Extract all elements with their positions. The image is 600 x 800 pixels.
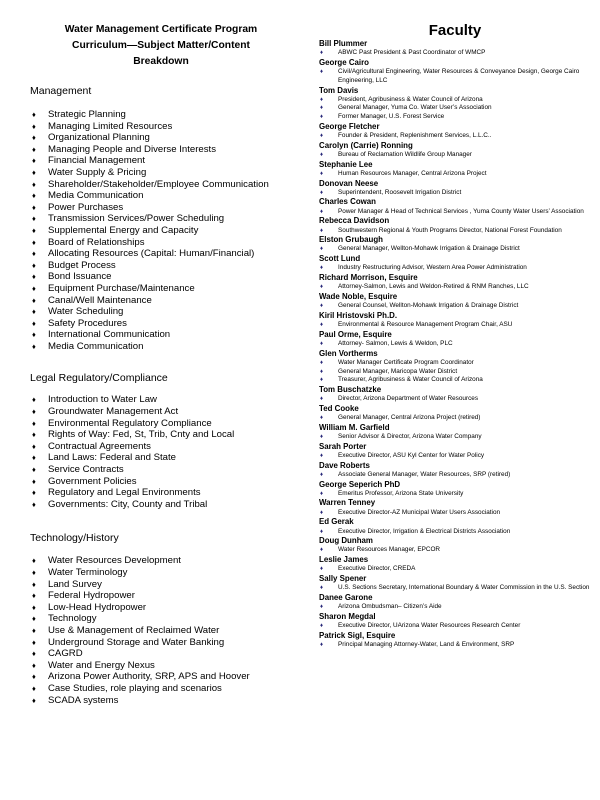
faculty-member bbox=[319, 349, 591, 385]
faculty-role: ♦ Executive Director-AZ Municipal Water Users Association bbox=[319, 509, 591, 518]
faculty-role: ♦ Power Manager & Head of Technical Services , Yuma County Water Users’ Association bbox=[319, 208, 591, 217]
topic-item: ♦ Transmission Services/Power Scheduling bbox=[30, 213, 292, 225]
faculty-role: ♦ Attorney-Salmon, Lewis and Weldon-Retired & RNM Ranches, LLC bbox=[319, 283, 591, 292]
faculty-roles bbox=[319, 414, 591, 423]
faculty-role: ♦ General Counsel, Wellton-Mohawk Irrigation & Drainage District bbox=[319, 302, 591, 311]
topic-item: ♦ Safety Procedures bbox=[30, 318, 292, 330]
faculty-role: ♦ Executive Director, ASU Kyl Center for Water Policy bbox=[319, 452, 591, 461]
faculty-roles bbox=[319, 340, 591, 349]
topic-item: ♦ Case Studies, role playing and scenarios bbox=[30, 683, 292, 695]
faculty-name: Leslie James bbox=[319, 555, 369, 565]
topic-item: ♦ Equipment Purchase/Maintenance bbox=[30, 283, 292, 295]
faculty-role: ♦ General Manager, Yuma Co. Water User’s Association bbox=[319, 104, 591, 113]
faculty-name: Rebecca Davidson bbox=[319, 216, 390, 226]
faculty-name: George Cairo bbox=[319, 57, 369, 67]
faculty-member bbox=[319, 498, 591, 517]
faculty-member bbox=[319, 631, 591, 650]
faculty-role: ♦ Southwestern Regional & Youth Programs Director, National Forest Foundation bbox=[319, 227, 591, 236]
faculty-roles bbox=[319, 584, 591, 593]
faculty-name: Wade Noble, Esquire bbox=[319, 291, 398, 301]
document-title bbox=[30, 22, 292, 70]
faculty-roles bbox=[319, 170, 591, 179]
faculty-roles bbox=[319, 321, 591, 330]
curriculum-sections bbox=[30, 85, 292, 706]
faculty-name: Donovan Neese bbox=[319, 178, 379, 188]
faculty-role: ♦ Arizona Ombudsman– Citizen’s Aide bbox=[319, 603, 591, 612]
topic-item: ♦ Budget Process bbox=[30, 260, 292, 272]
faculty-roles bbox=[319, 151, 591, 160]
faculty-role: ♦ Attorney- Salmon, Lewis & Weldon, PLC bbox=[319, 340, 591, 349]
topic-item: ♦ Water Terminology bbox=[30, 567, 292, 579]
faculty-role: ♦ General Manager, Wellton-Mohawk Irrigation & Drainage District bbox=[319, 245, 591, 254]
faculty-name: Tom Buschatzke bbox=[319, 385, 382, 395]
faculty-roles bbox=[319, 433, 591, 442]
faculty-roles bbox=[319, 603, 591, 612]
faculty-roles bbox=[319, 264, 591, 273]
topic-list bbox=[30, 555, 292, 706]
faculty-role: ♦ Principal Managing Attorney-Water, Land & Environment, SRP bbox=[319, 641, 591, 650]
faculty-roles bbox=[319, 132, 591, 141]
topic-item: ♦ Managing People and Diverse Interests bbox=[30, 144, 292, 156]
faculty-member bbox=[319, 292, 591, 311]
faculty-roles bbox=[319, 509, 591, 518]
faculty-column bbox=[319, 22, 591, 650]
topic-item: ♦ Managing Limited Resources bbox=[30, 121, 292, 133]
faculty-role: ♦ Water Manager Certificate Program Coordinator bbox=[319, 359, 591, 368]
topic-item: ♦ Supplemental Energy and Capacity bbox=[30, 225, 292, 237]
faculty-member bbox=[319, 179, 591, 198]
topic-item: ♦ Strategic Planning bbox=[30, 109, 292, 121]
faculty-member bbox=[319, 273, 591, 292]
faculty-member bbox=[319, 442, 591, 461]
faculty-roles bbox=[319, 96, 591, 122]
faculty-role: ♦ Superintendent, Roosevelt Irrigation District bbox=[319, 189, 591, 198]
faculty-member bbox=[319, 311, 591, 330]
faculty-member bbox=[319, 39, 591, 58]
faculty-roles bbox=[319, 622, 591, 631]
topic-item: ♦ Underground Storage and Water Banking bbox=[30, 637, 292, 649]
section-heading: Legal Regulatory/Compliance bbox=[30, 372, 168, 385]
faculty-role: ♦ Executive Director, Irrigation & Electrical Districts Association bbox=[319, 528, 591, 537]
topic-item: ♦ Water Scheduling bbox=[30, 306, 292, 318]
topic-item: ♦ Government Policies bbox=[30, 476, 292, 488]
topic-item: ♦ Allocating Resources (Capital: Human/Financial) bbox=[30, 248, 292, 260]
faculty-member bbox=[319, 235, 591, 254]
faculty-role: ♦ General Manager, Central Arizona Project (retired) bbox=[319, 414, 591, 423]
faculty-title: Faculty bbox=[428, 22, 482, 39]
topic-item: ♦ CAGRD bbox=[30, 648, 292, 660]
faculty-name: Kiril Hristovski Ph.D. bbox=[319, 310, 398, 320]
faculty-roles bbox=[319, 452, 591, 461]
faculty-name: George Fletcher bbox=[319, 121, 380, 131]
faculty-member bbox=[319, 423, 591, 442]
topic-item: ♦ Land Survey bbox=[30, 579, 292, 591]
faculty-roles bbox=[319, 490, 591, 499]
curriculum-column bbox=[30, 22, 292, 706]
faculty-role: ♦ Treasurer, Agribusiness & Water Council of Arizona bbox=[319, 376, 591, 385]
topic-item: ♦ Shareholder/Stakeholder/Employee Communication bbox=[30, 179, 292, 191]
faculty-role: ♦ Environmental & Resource Management Program Chair, ASU bbox=[319, 321, 591, 330]
topic-item: ♦ Canal/Well Maintenance bbox=[30, 295, 292, 307]
faculty-roles bbox=[319, 641, 591, 650]
curriculum-section bbox=[30, 372, 292, 510]
faculty-member bbox=[319, 555, 591, 574]
faculty-role: ♦ Senior Advisor & Director, Arizona Water Company bbox=[319, 433, 591, 442]
faculty-member bbox=[319, 122, 591, 141]
faculty-member bbox=[319, 536, 591, 555]
faculty-name: Scott Lund bbox=[319, 254, 361, 264]
faculty-name: Warren Tenney bbox=[319, 498, 376, 508]
faculty-list bbox=[319, 39, 591, 650]
curriculum-section bbox=[30, 85, 292, 352]
faculty-member bbox=[319, 574, 591, 593]
curriculum-section bbox=[30, 532, 292, 706]
faculty-roles bbox=[319, 471, 591, 480]
faculty-role: ♦ Industry Restructuring Advisor, Western Area Power Administration bbox=[319, 264, 591, 273]
topic-item: ♦ International Communication bbox=[30, 329, 292, 341]
faculty-role: ♦ Civil/Agricultural Engineering, Water Resources & Conveyance Design, George Cairo Engineering, LLC bbox=[319, 68, 591, 85]
faculty-member bbox=[319, 141, 591, 160]
faculty-member bbox=[319, 517, 591, 536]
faculty-name: Sharon Megdal bbox=[319, 611, 376, 621]
topic-item: ♦ SCADA systems bbox=[30, 695, 292, 707]
faculty-name: Elston Grubaugh bbox=[319, 235, 383, 245]
section-heading: Technology/History bbox=[30, 532, 119, 545]
topic-item: ♦ Organizational Planning bbox=[30, 132, 292, 144]
faculty-roles bbox=[319, 283, 591, 292]
faculty-member bbox=[319, 612, 591, 631]
faculty-name: Ted Cooke bbox=[319, 403, 359, 413]
faculty-member bbox=[319, 480, 591, 499]
topic-item: ♦ Bond Issuance bbox=[30, 271, 292, 283]
section-heading: Management bbox=[30, 85, 92, 97]
topic-item: ♦ Land Laws: Federal and State bbox=[30, 452, 292, 464]
topic-item: ♦ Arizona Power Authority, SRP, APS and Hoover bbox=[30, 671, 292, 683]
faculty-name: Glen Vortherms bbox=[319, 348, 378, 358]
faculty-roles bbox=[319, 359, 591, 385]
topic-item: ♦ Water and Energy Nexus bbox=[30, 660, 292, 672]
faculty-name: Sally Spener bbox=[319, 574, 367, 584]
title-line: Curriculum—Subject Matter/Content bbox=[72, 40, 250, 51]
faculty-name: Tom Davis bbox=[319, 85, 359, 95]
topic-item: ♦ Governments: City, County and Tribal bbox=[30, 499, 292, 511]
topic-item: ♦ Power Purchases bbox=[30, 202, 292, 214]
topic-item: ♦ Regulatory and Legal Environments bbox=[30, 487, 292, 499]
topic-item: ♦ Technology bbox=[30, 613, 292, 625]
faculty-member bbox=[319, 58, 591, 86]
faculty-name: Ed Gerak bbox=[319, 517, 354, 527]
topic-item: ♦ Board of Relationships bbox=[30, 237, 292, 249]
faculty-roles bbox=[319, 49, 591, 58]
faculty-role: ♦ Bureau of Reclamation Wildlife Group Manager bbox=[319, 151, 591, 160]
topic-item: ♦ Groundwater Management Act bbox=[30, 406, 292, 418]
faculty-role: ♦ Executive Director, UArizona Water Resources Research Center bbox=[319, 622, 591, 631]
faculty-member bbox=[319, 385, 591, 404]
faculty-role: ♦ Water Resources Manager, EPCOR bbox=[319, 546, 591, 555]
faculty-name: Richard Morrison, Esquire bbox=[319, 273, 418, 283]
faculty-name: Danee Garone bbox=[319, 592, 373, 602]
topic-item: ♦ Rights of Way: Fed, St, Trib, Cnty and Local bbox=[30, 429, 292, 441]
faculty-role: ♦ General Manager, Maricopa Water District bbox=[319, 368, 591, 377]
faculty-member bbox=[319, 216, 591, 235]
faculty-role: ♦ Emeritus Professor, Arizona State University bbox=[319, 490, 591, 499]
topic-item: ♦ Low-Head Hydropower bbox=[30, 602, 292, 614]
faculty-roles bbox=[319, 546, 591, 555]
topic-item: ♦ Financial Management bbox=[30, 155, 292, 167]
topic-item: ♦ Federal Hydropower bbox=[30, 590, 292, 602]
faculty-member bbox=[319, 330, 591, 349]
faculty-role: ♦ Former Manager, U.S. Forest Service bbox=[319, 113, 591, 122]
faculty-member bbox=[319, 197, 591, 216]
faculty-member bbox=[319, 160, 591, 179]
faculty-name: Sarah Porter bbox=[319, 441, 367, 451]
faculty-name: Doug Dunham bbox=[319, 536, 373, 546]
faculty-roles bbox=[319, 245, 591, 254]
faculty-role: ♦ President, Agribusiness & Water Council of Arizona bbox=[319, 96, 591, 105]
faculty-member bbox=[319, 86, 591, 122]
faculty-role: ♦ Executive Director, CREDA bbox=[319, 565, 591, 574]
topic-item: ♦ Media Communication bbox=[30, 190, 292, 202]
faculty-role: ♦ Human Resources Manager, Central Arizona Project bbox=[319, 170, 591, 179]
faculty-roles bbox=[319, 565, 591, 574]
faculty-role: ♦ Director, Arizona Department of Water Resources bbox=[319, 395, 591, 404]
topic-list bbox=[30, 109, 292, 352]
topic-item: ♦ Introduction to Water Law bbox=[30, 394, 292, 406]
topic-item: ♦ Water Supply & Pricing bbox=[30, 167, 292, 179]
topic-list bbox=[30, 394, 292, 510]
faculty-member bbox=[319, 254, 591, 273]
topic-item: ♦ Water Resources Development bbox=[30, 555, 292, 567]
faculty-name: Bill Plummer bbox=[319, 39, 368, 48]
faculty-role: ♦ U.S. Sections Secretary, International Boundary & Water Commission in the U.S. Section bbox=[319, 584, 591, 593]
faculty-name: William M. Garfield bbox=[319, 422, 390, 432]
topic-item: ♦ Service Contracts bbox=[30, 464, 292, 476]
faculty-name: Dave Roberts bbox=[319, 460, 370, 470]
faculty-name: Patrick Sigl, Esquire bbox=[319, 630, 396, 640]
faculty-role: ♦ ABWC Past President & Past Coordinator of WMCP bbox=[319, 49, 591, 58]
faculty-member bbox=[319, 593, 591, 612]
faculty-roles bbox=[319, 227, 591, 236]
faculty-name: Stephanie Lee bbox=[319, 159, 373, 169]
faculty-roles bbox=[319, 528, 591, 537]
faculty-name: Paul Orme, Esquire bbox=[319, 329, 392, 339]
faculty-roles bbox=[319, 302, 591, 311]
title-line: Breakdown bbox=[133, 56, 189, 67]
faculty-roles bbox=[319, 208, 591, 217]
topic-item: ♦ Use & Management of Reclaimed Water bbox=[30, 625, 292, 637]
title-line: Water Management Certificate Program bbox=[64, 24, 258, 35]
faculty-name: George Seperich PhD bbox=[319, 479, 401, 489]
faculty-roles bbox=[319, 395, 591, 404]
faculty-name: Charles Cowan bbox=[319, 197, 377, 207]
faculty-member bbox=[319, 461, 591, 480]
topic-item: ♦ Environmental Regulatory Compliance bbox=[30, 418, 292, 430]
topic-item: ♦ Contractual Agreements bbox=[30, 441, 292, 453]
topic-item: ♦ Media Communication bbox=[30, 341, 292, 353]
faculty-role: ♦ Associate General Manager, Water Resources, SRP (retired) bbox=[319, 471, 591, 480]
faculty-role: ♦ Founder & President, Replenishment Services, L.L.C.. bbox=[319, 132, 591, 141]
faculty-roles bbox=[319, 68, 591, 85]
faculty-member bbox=[319, 404, 591, 423]
faculty-roles bbox=[319, 189, 591, 198]
faculty-name: Carolyn (Carrie) Ronning bbox=[319, 140, 413, 150]
